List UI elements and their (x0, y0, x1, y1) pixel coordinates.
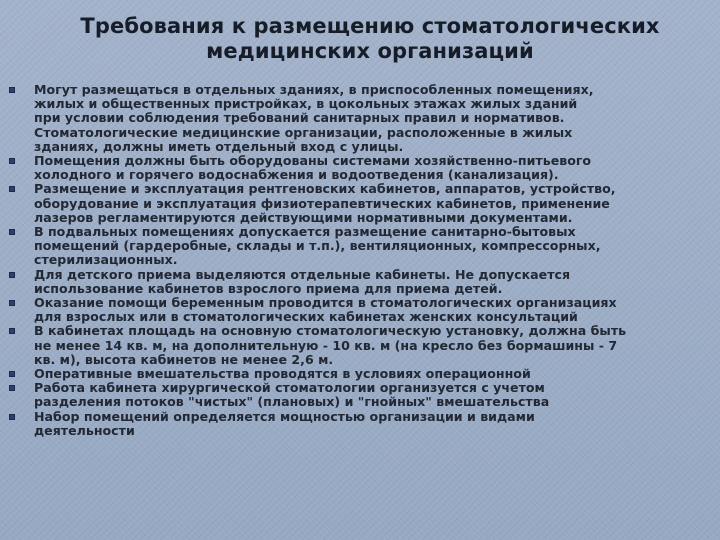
list-item-line: зданиях, должны иметь отдельный вход с улицы. (34, 138, 404, 154)
list-item-line: Стоматологические медицинские организации, расположенные в жилых (34, 124, 573, 140)
requirements-list (0, 83, 720, 438)
list-item-line: использование кабинетов взрослого приема для приема детей. (34, 280, 503, 296)
list-item-line: Оперативные вмешательства проводятся в условиях операционной (34, 366, 531, 382)
list-item-line: деятельности (34, 422, 135, 438)
list-item (0, 381, 720, 409)
square-bullet-icon (9, 385, 15, 391)
list-item (0, 367, 720, 381)
list-item-line: холодного и горячего водоснабжения и водоотведения (канализация). (34, 167, 559, 183)
list-item-line: Могут размещаться в отдельных зданиях, в приспособленных помещениях, (34, 82, 594, 97)
square-bullet-icon (9, 371, 15, 377)
square-bullet-icon (9, 87, 15, 93)
square-bullet-icon (9, 229, 15, 235)
list-item-line: Помещения должны быть оборудованы системами хозяйственно-питьевого (34, 153, 592, 169)
list-item-line: Для детского приема выделяются отдельные кабинеты. Не допускается (34, 266, 571, 282)
list-item-line: не менее 14 кв. м, на дополнительную - 10 кв. м (на кресло без бормашины - 7 (34, 337, 618, 353)
slide-title-line-1: Требования к размещению стоматологических (80, 14, 660, 38)
list-item-line: В кабинетах площадь на основную стоматологическую установку, должна быть (34, 323, 627, 339)
slide-title-line-2: медицинских организаций (206, 39, 534, 63)
square-bullet-icon (9, 414, 15, 420)
list-item (0, 410, 720, 438)
list-item (0, 225, 720, 268)
list-item-line: жилых и общественных пристройках, в цокольных этажах жилых зданий (34, 96, 578, 112)
list-item (0, 324, 720, 367)
list-item-line: В подвальных помещениях допускается размещение санитарно-бытовых (34, 224, 576, 240)
list-item-line: Оказание помощи беременным проводится в стоматологических организациях (34, 295, 617, 311)
list-item-line: лазеров регламентируются действующими нормативными документами. (34, 209, 573, 225)
list-item (0, 83, 720, 154)
square-bullet-icon (9, 328, 15, 334)
square-bullet-icon (9, 186, 15, 192)
list-item-line: разделения потоков "чистых" (плановых) и "гнойных" вмешательства (34, 394, 550, 410)
list-item (0, 154, 720, 182)
list-item-line: Работа кабинета хирургической стоматологии организуется с учетом (34, 380, 545, 396)
list-item (0, 182, 720, 225)
list-item-line: оборудование и эксплуатация физиотерапевтических кабинетов, применение (34, 195, 610, 211)
list-item-line: при условии соблюдения требований санитарных правил и нормативов. (34, 110, 565, 126)
list-item-line: для взрослых или в стоматологических кабинетах женских консультаций (34, 309, 578, 325)
square-bullet-icon (9, 158, 15, 164)
slide-title (40, 14, 700, 64)
list-item-line: кв. м), высота кабинетов не менее 2,6 м. (34, 351, 334, 367)
list-item-line: Набор помещений определяется мощностью организации и видами (34, 408, 535, 424)
list-item-line: помещений (гардеробные, склады и т.п.), вентиляционных, компрессорных, (34, 238, 601, 254)
list-item-line: стерилизационных. (34, 252, 178, 268)
list-item-line: Размещение и эксплуатация рентгеновских кабинетов, аппаратов, устройство, (34, 181, 616, 197)
list-item (0, 268, 720, 296)
square-bullet-icon (9, 272, 15, 278)
list-item (0, 296, 720, 324)
square-bullet-icon (9, 300, 15, 306)
